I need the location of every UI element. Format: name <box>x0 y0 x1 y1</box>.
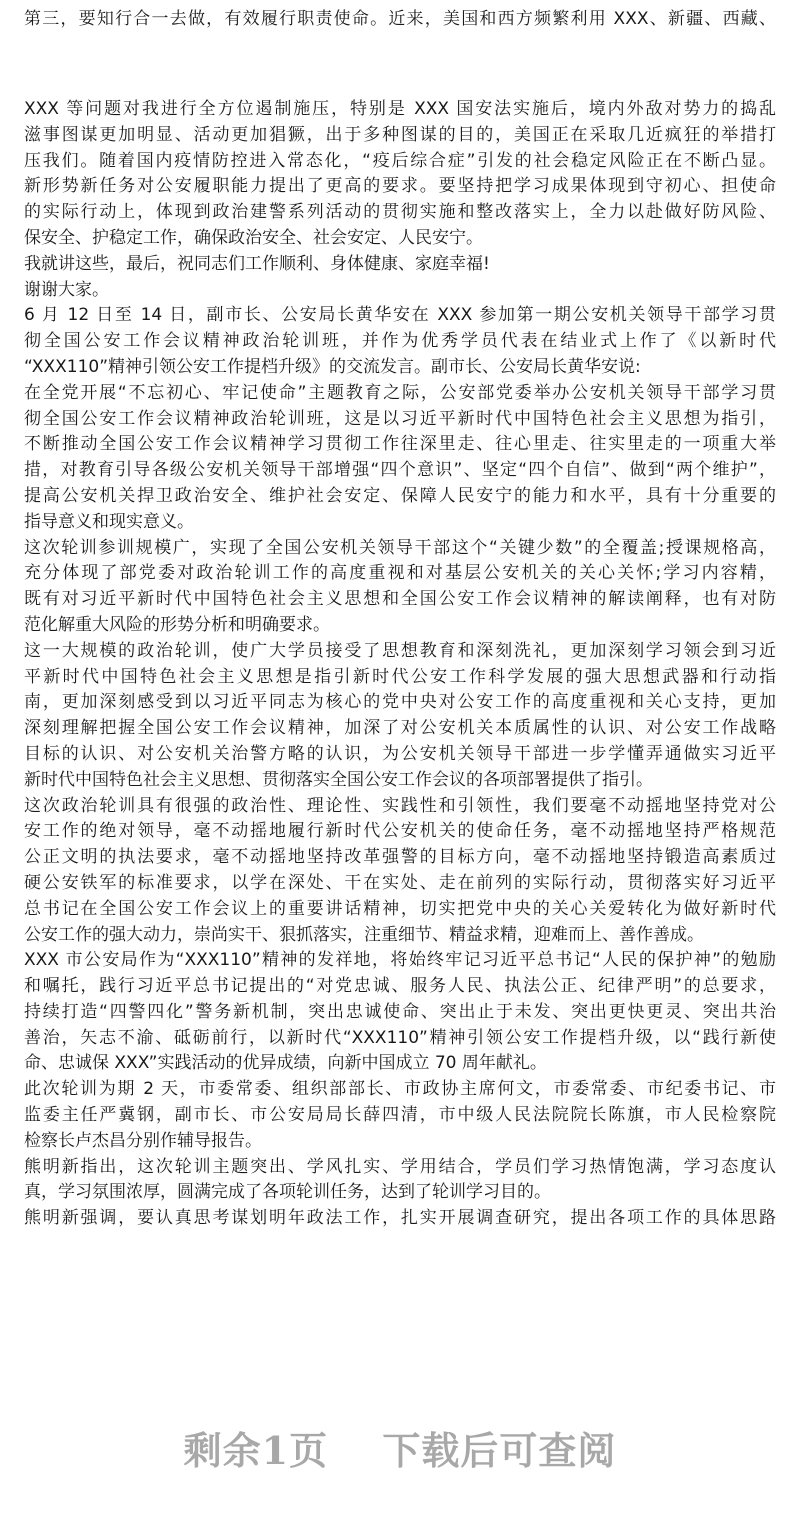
download-to-view-text[interactable]: 下载后可查阅 <box>382 1428 617 1473</box>
text-line: 和嘱托，践行习近平总书记提出的“对党忠诚、服务人民、执法公正、纪律严明”的总要求， <box>24 976 776 997</box>
text-line: 既有对习近平新时代中国特色社会主义思想和全国公安工作会议精神的解读阐释，也有对防 <box>24 589 776 610</box>
text-line: 第三，要知行合一去做，有效履行职责使命。近来，美国和西方频繁利用 XXX、新疆、西藏、 <box>24 9 776 29</box>
text-line: 保安全、护稳定工作，确保政治安全、社会安定、人民安宁。 <box>24 227 483 248</box>
paragraph <box>24 536 776 639</box>
text-line: 我就讲这些，最后，祝同志们工作顺利、身体健康、家庭幸福! <box>24 253 490 274</box>
text-line: 新形势新任务对公安履职能力提出了更高的要求。要坚持把学习成果体现到守初心、担使命 <box>24 176 776 197</box>
paragraph <box>24 303 776 380</box>
paragraph <box>24 1155 776 1207</box>
text-line: 硬公安铁军的标准要求，以学在深处、干在实处、走在前列的实际行动，贯彻落实好习近平 <box>24 872 776 893</box>
text-line: 这次轮训参训规模广，实现了全国公安机关领导干部这个“关键少数”的全覆盖;授课规格高， <box>24 537 776 558</box>
document-top-fragment <box>24 7 776 33</box>
paragraph <box>24 252 776 278</box>
text-line: 总书记在全国公安工作会议上的重要讲话精神，切实把党中央的关心关爱转化为做好新时代 <box>24 898 776 919</box>
text-line: 滋事图谋更加明显、活动更加猖獗，出于多种图谋的目的，美国正在采取几近疯狂的举措打 <box>24 124 776 145</box>
text-line: 熊明新强调，要认真思考谋划明年政法工作，扎实开展调查研究，提出各项工作的具体思路 <box>24 1208 776 1229</box>
text-line: XXX 等问题对我进行全方位遏制施压，特别是 XXX 国安法实施后，境内外敌对势力的捣乱 <box>24 99 776 119</box>
document-body <box>24 97 776 1232</box>
text-line: 善治，矢志不渝、砥砺前行，以新时代“XXX110”精神引领公安工作提档升级，以“践行新使 <box>24 1027 776 1048</box>
paragraph <box>24 794 776 949</box>
text-line: 指导意义和现实意义。 <box>24 511 194 532</box>
text-line: 6 月 12 日至 14 日，副市长、公安局长黄华安在 XXX 参加第一期公安机关领导干部学习贯 <box>24 305 776 326</box>
text-line: 南，更加深刻感受到以习近平同志为核心的党中央对公安工作的高度重视和关心支持，更加 <box>24 692 776 713</box>
paragraph <box>24 639 776 794</box>
text-line: XXX 市公安局作为“XXX110”精神的发祥地，将始终牢记习近平总书记“人民的保护神”的勉励 <box>24 950 776 971</box>
text-line: 充分体现了部党委对政治轮训工作的高度重视和对基层公安机关的关心关怀;学习内容精， <box>24 563 776 584</box>
text-line: 平新时代中国特色社会主义思想是指引新时代公安工作科学发展的强大思想武器和行动指 <box>24 666 776 687</box>
text-line: 提高公安机关捍卫政治安全、维护社会安定、保障人民安宁的能力和水平，具有十分重要的 <box>24 485 776 506</box>
text-line: 深刻理解把握全国公安工作会议精神，加深了对公安机关本质属性的认识、对公安工作战略 <box>24 718 776 739</box>
text-line: 公正文明的执法要求，毫不动摇地坚持改革强警的目标方向，毫不动摇地坚持锻造高素质过 <box>24 847 776 868</box>
text-line: 不断推动全国公安工作会议精神学习贯彻工作往深里走、往心里走、往实里走的一项重大举 <box>24 434 776 455</box>
paragraph <box>24 1077 776 1154</box>
paragraph <box>24 1206 776 1232</box>
paragraph <box>24 381 776 536</box>
paragraph <box>24 97 776 252</box>
text-line: “XXX110”精神引领公安工作提档升级》的交流发言。副市长、公安局长黄华安说: <box>24 356 641 377</box>
paragraph <box>24 948 776 1077</box>
text-line: 持续打造“四警四化”警务新机制，突出忠诚使命、突出止于未发、突出更快更灵、突出共治 <box>24 1001 776 1022</box>
text-line: 目标的认识、对公安机关治警方略的认识，为公安机关领导干部进一步学懂弄通做实习近平 <box>24 743 776 764</box>
download-banner[interactable] <box>0 1420 800 1475</box>
text-line: 命、忠诚保 XXX”实践活动的优异成绩，向新中国成立 70 周年献礼。 <box>24 1053 547 1074</box>
text-line: 安工作的绝对领导，毫不动摇地履行新时代公安机关的使命任务，毫不动摇地坚持严格规范 <box>24 821 776 842</box>
text-line: 检察长卢杰昌分别作辅导报告。 <box>24 1130 262 1151</box>
text-line: 真，学习氛围浓厚，圆满完成了各项轮训任务，达到了轮训学习目的。 <box>24 1182 551 1203</box>
text-line: 的实际行动上，体现到政治建警系列活动的贯彻实施和整改落实上，全力以赴做好防风险、 <box>24 202 776 223</box>
text-line: 范化解重大风险的形势分析和明确要求。 <box>24 614 330 635</box>
text-line: 彻全国公安工作会议精神政治轮训班，并作为优秀学员代表在结业式上作了《以新时代 <box>24 331 776 352</box>
text-line: 新时代中国特色社会主义思想、贯彻落实全国公安工作会议的各项部署提供了指引。 <box>24 769 653 790</box>
text-line: 彻全国公安工作会议精神政治轮训班，这是以习近平新时代中国特色社会主义思想为指引， <box>24 408 776 429</box>
text-line: 公安工作的强大动力，崇尚实干、狠抓落实，注重细节、精益求精，迎难而上、善作善成。 <box>24 924 704 945</box>
text-line: 监委主任严冀钢，副市长、市公安局局长薛四清，市中级人民法院院长陈旗，市人民检察院 <box>24 1105 776 1126</box>
text-line: 此次轮训为期 2 天，市委常委、组织部部长、市政协主席何文，市委常委、市纪委书记、市 <box>24 1079 776 1100</box>
text-line: 压我们。随着国内疫情防控进入常态化，“疫后综合症”引发的社会稳定风险正在不断凸显。 <box>24 150 776 171</box>
text-line: 熊明新指出，这次轮训主题突出、学风扎实、学用结合，学员们学习热情饱满，学习态度认 <box>24 1156 776 1177</box>
text-line: 谢谢大家。 <box>24 279 109 300</box>
text-line: 措，对教育引导各级公安机关领导干部增强“四个意识”、坚定“四个自信”、做到“两个维护”， <box>24 460 776 481</box>
remaining-pages-text: 剩余1页 <box>183 1428 329 1473</box>
text-line: 这次政治轮训具有很强的政治性、理论性、实践性和引领性，我们要毫不动摇地坚持党对公 <box>24 795 776 816</box>
paragraph <box>24 278 776 304</box>
text-line: 这一大规模的政治轮训，使广大学员接受了思想教育和深刻洗礼，更加深刻学习领会到习近 <box>24 640 776 661</box>
text-line: 在全党开展“不忘初心、牢记使命”主题教育之际，公安部党委举办公安机关领导干部学习贯 <box>24 382 776 403</box>
